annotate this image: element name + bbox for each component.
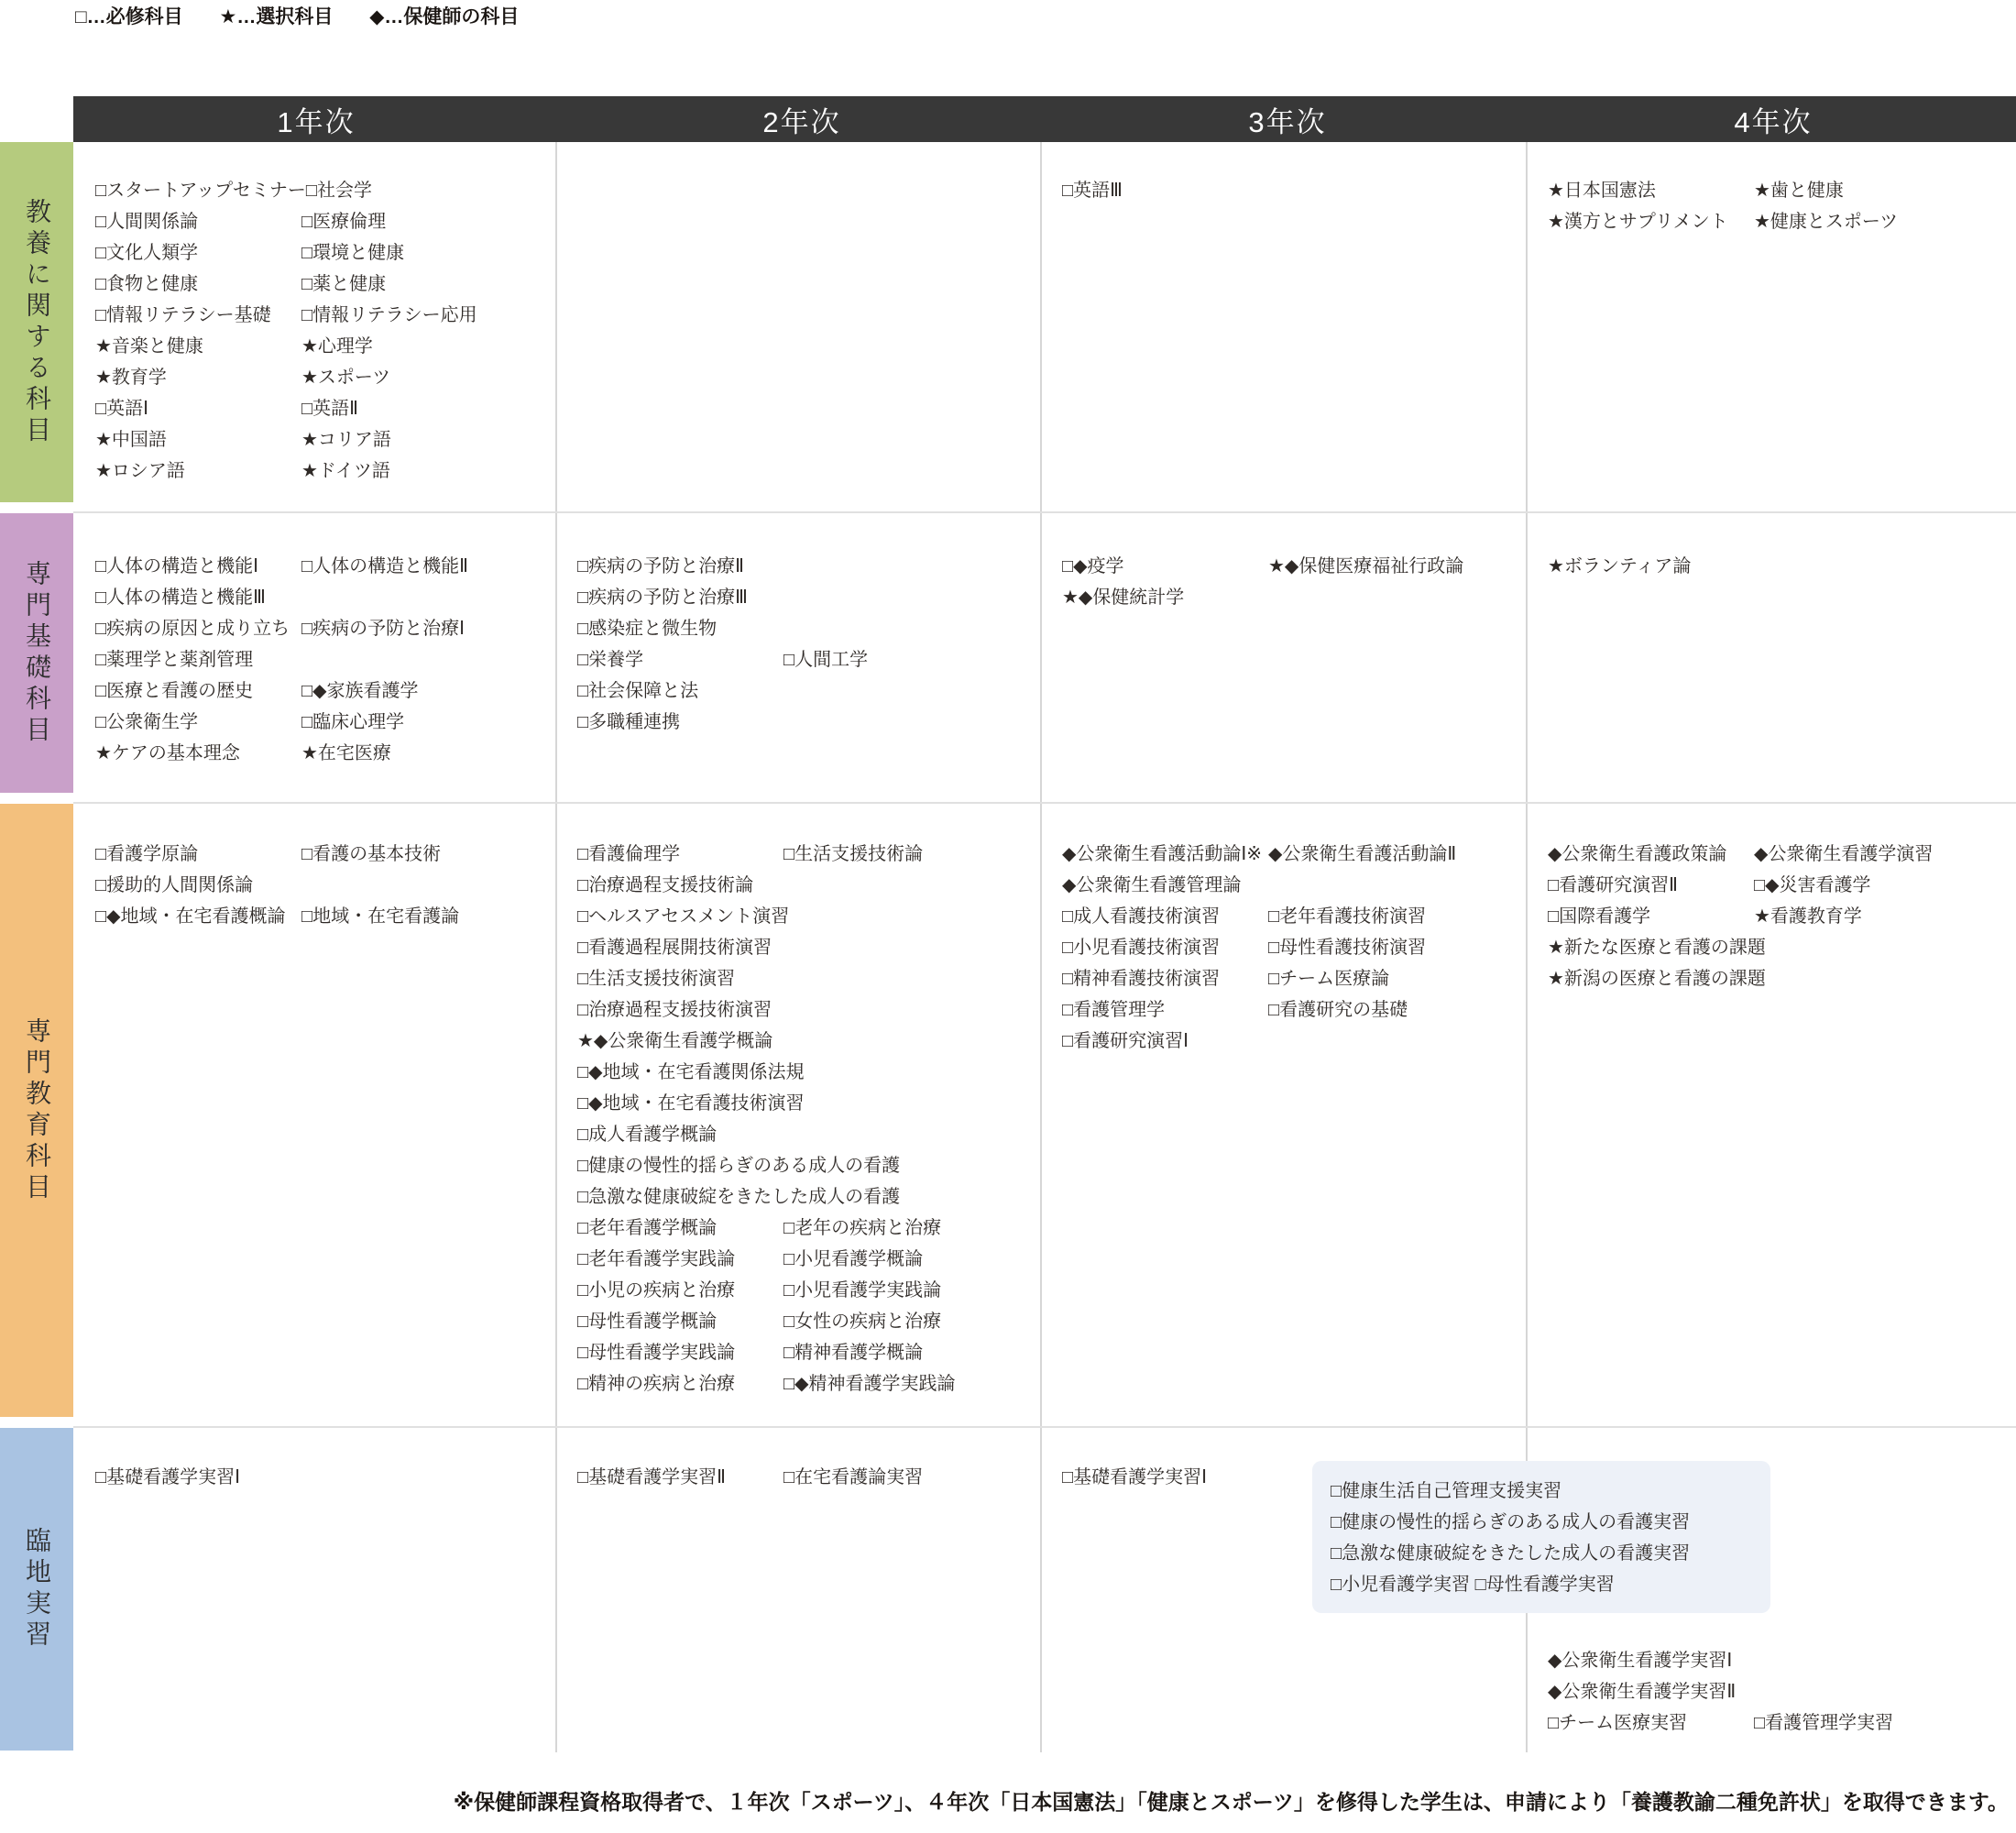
- course-line: [577, 1054, 1018, 1085]
- course-line: [577, 960, 1018, 992]
- course-line: [95, 328, 533, 359]
- course-item: ★◆公衆衛生看護学概論: [577, 1030, 773, 1051]
- course-cell: [1062, 172, 1504, 203]
- course-item: □◆地域・在宅看護技術演習: [577, 1092, 805, 1114]
- course-line: [95, 297, 533, 328]
- course-line: [1062, 836, 1504, 867]
- course-line: [1062, 1023, 1504, 1054]
- course-item: □成人看護学概論: [577, 1124, 718, 1145]
- row-divider: [73, 802, 2016, 804]
- course-cell: [577, 548, 1018, 735]
- course-item: □環境と健康: [301, 242, 405, 263]
- row-label-specialized-basic: 専門基礎科目: [0, 513, 73, 793]
- course-item: □母性看護学概論: [577, 1311, 718, 1332]
- course-item: ◆公衆衛生看護学実習Ⅱ: [1548, 1681, 1737, 1702]
- course-item: □基礎看護学実習Ⅰ: [95, 1466, 240, 1487]
- course-cell: [95, 172, 533, 484]
- course-item: □薬と健康: [301, 273, 387, 294]
- course-item: □老年の疾病と治療: [783, 1217, 942, 1238]
- course-item: □感染症と微生物: [577, 618, 718, 639]
- course-item: ◆公衆衛生看護活動論Ⅰ※: [1062, 843, 1263, 864]
- course-item: ◆公衆衛生看護学実習Ⅰ: [1548, 1650, 1733, 1671]
- legend: [75, 2, 550, 29]
- course-line: [1062, 548, 1504, 579]
- course-cell: [1062, 548, 1504, 610]
- course-cell: [95, 836, 533, 929]
- course-cell: [1548, 172, 1994, 235]
- course-line: [95, 867, 533, 898]
- course-line: [95, 266, 533, 297]
- course-line: [1062, 172, 1504, 203]
- course-line: [577, 1023, 1018, 1054]
- course-cell: [577, 836, 1018, 1397]
- course-line: [95, 1459, 533, 1490]
- course-item: □成人看護技術演習: [1062, 906, 1221, 927]
- course-item: ★心理学: [301, 335, 373, 357]
- course-item: □精神看護学概論: [783, 1342, 924, 1363]
- legend-required-courses: □…必修科目: [75, 6, 183, 27]
- course-line: [1062, 929, 1504, 960]
- course-item: ★◆保健医療福祉行政論: [1268, 555, 1464, 576]
- course-item: □母性看護技術演習: [1268, 937, 1427, 958]
- course-item: □地域・在宅看護論: [301, 906, 460, 927]
- course-item: □文化人類学: [95, 242, 199, 263]
- course-item: □情報リテラシー基礎: [95, 304, 271, 325]
- course-item: □看護研究演習Ⅱ: [1548, 874, 1678, 895]
- course-item: □健康の慢性的揺らぎのある成人の看護: [577, 1155, 901, 1176]
- course-item: □治療過程支援技術演習: [577, 999, 772, 1020]
- course-item: ◆公衆衛生看護政策論: [1548, 843, 1727, 864]
- course-item: □ヘルスアセスメント演習: [577, 906, 790, 927]
- course-line: [577, 1272, 1018, 1303]
- course-line: [577, 1085, 1018, 1116]
- course-item: □人体の構造と機能Ⅲ: [95, 587, 266, 608]
- course-line: [577, 1116, 1018, 1147]
- year-header-3: 3年次: [1248, 105, 1327, 138]
- course-item: □医療倫理: [301, 211, 387, 232]
- course-line: [1062, 960, 1504, 992]
- course-item: □女性の疾病と治療: [783, 1311, 942, 1332]
- course-cell: [1548, 548, 1994, 579]
- course-item: □薬理学と薬剤管理: [95, 649, 254, 670]
- course-item: □人間工学: [783, 649, 869, 670]
- course-item: ★歯と健康: [1754, 180, 1844, 201]
- course-item: ◆公衆衛生看護活動論Ⅱ: [1268, 843, 1457, 864]
- course-item: □老年看護学概論: [577, 1217, 718, 1238]
- course-line: [577, 898, 1018, 929]
- course-item: □人体の構造と機能Ⅱ: [301, 555, 468, 576]
- course-line: [95, 735, 533, 766]
- course-line: [1062, 579, 1504, 610]
- course-item: □臨床心理学: [301, 711, 405, 732]
- course-line: [95, 203, 533, 235]
- course-item: ★ロシア語: [95, 460, 185, 481]
- course-item: □情報リテラシー応用: [301, 304, 477, 325]
- course-line: [577, 867, 1018, 898]
- course-item: ★漢方とサプリメント: [1548, 211, 1728, 232]
- course-item: ★健康とスポーツ: [1754, 211, 1899, 232]
- course-item: ★教育学: [95, 367, 167, 388]
- course-item: □急激な健康破綻をきたした成人の看護: [577, 1186, 901, 1207]
- course-line: [1548, 1705, 1994, 1736]
- course-line: [577, 1303, 1018, 1334]
- course-line: [95, 610, 533, 642]
- course-item: □国際看護学: [1548, 906, 1651, 927]
- row-divider: [73, 511, 2016, 513]
- course-item: □老年看護技術演習: [1268, 906, 1427, 927]
- course-line: [95, 642, 533, 673]
- course-line: [1548, 836, 1994, 867]
- year-header-2: 2年次: [762, 105, 841, 138]
- course-item: □小児看護学概論: [783, 1248, 924, 1269]
- course-item: □◆地域・在宅看護概論: [95, 906, 286, 927]
- course-item: □栄養学: [577, 649, 644, 670]
- course-item: ★◆保健統計学: [1062, 587, 1185, 608]
- course-line: [95, 172, 533, 203]
- course-item: □公衆衛生学: [95, 711, 199, 732]
- course-item: □英語Ⅲ: [1062, 180, 1123, 201]
- practicum-box-item: □健康の慢性的揺らぎのある成人の看護実習: [1331, 1512, 1691, 1532]
- course-line: [95, 579, 533, 610]
- course-line: [1548, 1642, 1994, 1674]
- course-item: ★ドイツ語: [301, 460, 390, 481]
- course-cell: [95, 548, 533, 766]
- course-item: □小児看護技術演習: [1062, 937, 1221, 958]
- course-item: ★音楽と健康: [95, 335, 203, 357]
- course-item: □英語Ⅱ: [301, 398, 358, 419]
- course-item: □◆災害看護学: [1754, 874, 1871, 895]
- row-label-clinical-practicum: 臨地実習: [0, 1428, 73, 1751]
- course-item: □疾病の予防と治療Ⅰ: [301, 618, 465, 639]
- course-line: [1548, 867, 1994, 898]
- course-item: □疾病の予防と治療Ⅲ: [577, 587, 748, 608]
- practicum-box-item: □健康生活自己管理支援実習: [1331, 1481, 1562, 1501]
- course-item: □看護過程展開技術演習: [577, 937, 772, 958]
- course-item: □英語Ⅰ: [95, 398, 148, 419]
- column-divider: [555, 142, 557, 1752]
- course-item: □老年看護学実践論: [577, 1248, 736, 1269]
- course-line: [95, 836, 533, 867]
- course-line: [577, 1334, 1018, 1366]
- course-item: □基礎看護学実習Ⅰ: [1062, 1466, 1207, 1487]
- course-cell: [1062, 836, 1504, 1054]
- course-line: [95, 673, 533, 704]
- course-item: ◆公衆衛生看護管理論: [1062, 874, 1242, 895]
- course-item: □生活支援技術論: [783, 843, 924, 864]
- course-line: [577, 992, 1018, 1023]
- course-item: ★日本国憲法: [1548, 180, 1656, 201]
- row-label-liberal-arts: 教養に関する科目: [0, 142, 73, 502]
- course-item: □精神の疾病と治療: [577, 1373, 736, 1394]
- course-item: □看護学原論: [95, 843, 199, 864]
- row-label-specialized-education: 専門教育科目: [0, 804, 73, 1417]
- course-item: □医療と看護の歴史: [95, 680, 254, 701]
- course-line: [577, 1459, 1018, 1490]
- course-item: □小児の疾病と治療: [577, 1279, 736, 1301]
- practicum-box-item: □小児看護学実習 □母性看護学実習: [1331, 1575, 1615, 1595]
- legend-elective-courses: ★…選択科目: [219, 6, 334, 27]
- course-item: □◆疫学: [1062, 555, 1124, 576]
- course-line: [1062, 867, 1504, 898]
- course-item: □人間関係論: [95, 211, 199, 232]
- course-cell: [577, 1459, 1018, 1490]
- course-line: [1548, 172, 1994, 203]
- course-line: [577, 704, 1018, 735]
- year-header-row: [73, 96, 2016, 142]
- course-item: □スタートアップセミナー: [95, 180, 306, 201]
- course-cell: [95, 1459, 533, 1490]
- course-item: □看護管理学実習: [1754, 1712, 1894, 1733]
- course-item: □治療過程支援技術論: [577, 874, 754, 895]
- course-line: [1548, 929, 1994, 960]
- course-item: □看護管理学: [1062, 999, 1166, 1020]
- course-item: ★看護教育学: [1754, 906, 1862, 927]
- course-item: □援助的人間関係論: [95, 874, 254, 895]
- course-line: [577, 673, 1018, 704]
- practicum-box-item: □急激な健康破綻をきたした成人の看護実習: [1331, 1543, 1691, 1564]
- course-item: □精神看護技術演習: [1062, 968, 1221, 989]
- year-header-4: 4年次: [1734, 105, 1813, 138]
- course-item: ◆公衆衛生看護学演習: [1754, 843, 1934, 864]
- course-item: □看護倫理学: [577, 843, 681, 864]
- course-item: □社会保障と法: [577, 680, 699, 701]
- course-item: □疾病の原因と成り立ち: [95, 618, 290, 639]
- course-line: [95, 704, 533, 735]
- course-line: [577, 836, 1018, 867]
- course-item: □生活支援技術演習: [577, 968, 736, 989]
- course-cell: [1548, 836, 1994, 992]
- course-item: ★在宅医療: [301, 742, 391, 763]
- column-divider: [1040, 142, 1042, 1752]
- course-item: □母性看護学実践論: [577, 1342, 736, 1363]
- course-line: [577, 548, 1018, 579]
- course-line: [95, 898, 533, 929]
- course-item: ★ボランティア論: [1548, 555, 1692, 576]
- course-item: ★中国語: [95, 429, 167, 450]
- course-line: [577, 579, 1018, 610]
- course-line: [577, 642, 1018, 673]
- footnote: ※保健師課程資格取得者で、１年次「スポーツ」、４年次「日本国憲法」「健康とスポーツ」を修得した学生は、申請により「養護教諭二種免許状」を取得できます。: [453, 1790, 2009, 1814]
- course-line: [1548, 1674, 1994, 1705]
- course-line: [577, 610, 1018, 642]
- course-item: □基礎看護学実習Ⅱ: [577, 1466, 726, 1487]
- course-line: [95, 359, 533, 390]
- course-line: [577, 1210, 1018, 1241]
- course-item: □食物と健康: [95, 273, 199, 294]
- course-item: ★スポーツ: [301, 367, 391, 388]
- course-line: [1548, 203, 1994, 235]
- course-line: [95, 422, 533, 453]
- course-line: [1062, 992, 1504, 1023]
- course-item: □看護の基本技術: [301, 843, 442, 864]
- course-item: □在宅看護論実習: [783, 1466, 924, 1487]
- course-item: □チーム医療論: [1268, 968, 1390, 989]
- practice-highlight-box: [1312, 1461, 1770, 1613]
- course-item: ★新潟の医療と看護の課題: [1548, 968, 1766, 989]
- year-header-1: 1年次: [277, 105, 356, 138]
- course-item: □看護研究演習Ⅰ: [1062, 1030, 1189, 1051]
- course-line: [95, 235, 533, 266]
- course-line: [1548, 548, 1994, 579]
- course-line: [577, 1366, 1018, 1397]
- course-line: [577, 1241, 1018, 1272]
- course-item: ★ケアの基本理念: [95, 742, 240, 763]
- course-item: □社会学: [305, 180, 372, 201]
- course-item: □多職種連携: [577, 711, 681, 732]
- course-line: [1548, 898, 1994, 929]
- course-item: ★コリア語: [301, 429, 391, 450]
- course-line: [95, 453, 533, 484]
- course-item: □チーム医療実習: [1548, 1712, 1688, 1733]
- course-item: □◆精神看護学実践論: [783, 1373, 956, 1394]
- course-item: □疾病の予防と治療Ⅱ: [577, 555, 744, 576]
- course-line: [577, 929, 1018, 960]
- course-item: □◆地域・在宅看護関係法規: [577, 1061, 805, 1082]
- legend-public-health-nurse-courses: ◆…保健師の科目: [369, 6, 520, 27]
- row-divider: [73, 1426, 2016, 1428]
- course-line: [95, 390, 533, 422]
- course-item: □人体の構造と機能Ⅰ: [95, 555, 258, 576]
- course-line: [577, 1179, 1018, 1210]
- course-item: □看護研究の基礎: [1268, 999, 1408, 1020]
- course-line: [95, 548, 533, 579]
- course-line: [1548, 960, 1994, 992]
- course-item: □◆家族看護学: [301, 680, 419, 701]
- course-item: □小児看護学実践論: [783, 1279, 942, 1301]
- course-line: [1062, 898, 1504, 929]
- course-line: [577, 1147, 1018, 1179]
- course-item: ★新たな医療と看護の課題: [1548, 937, 1766, 958]
